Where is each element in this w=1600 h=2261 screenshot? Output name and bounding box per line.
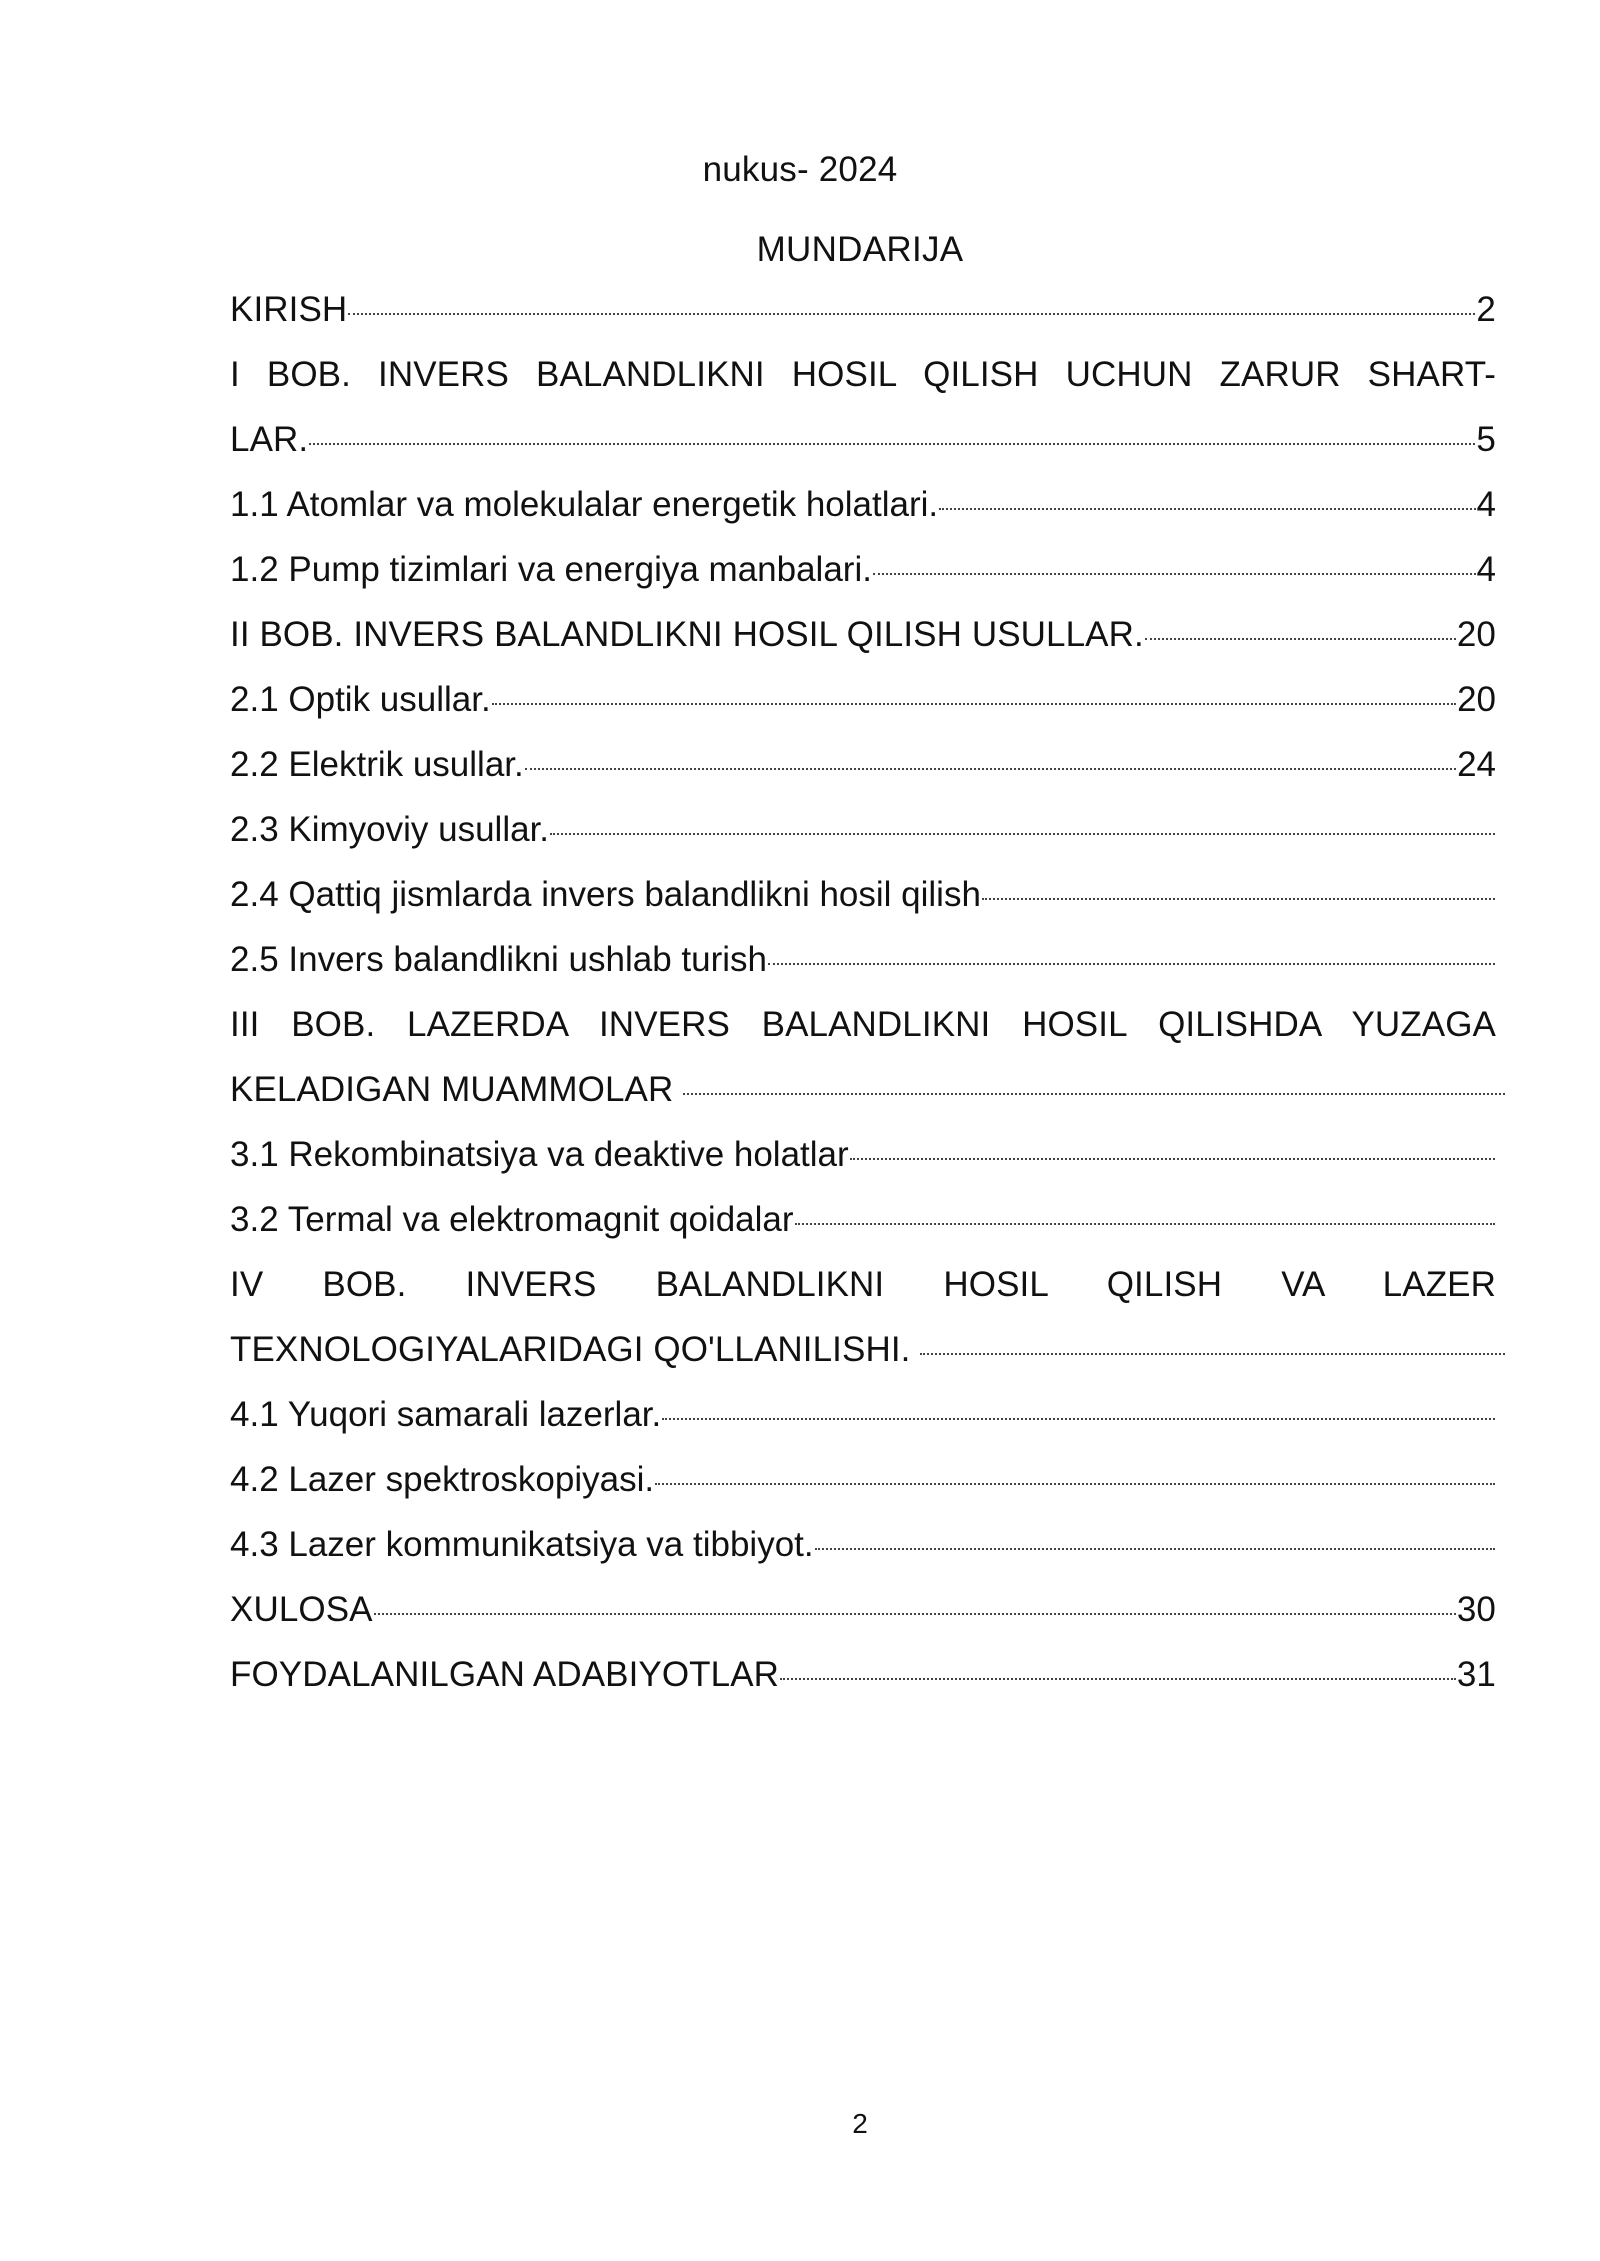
toc-entry xyxy=(230,1122,1496,1187)
toc-entry-label: 4.3 Lazer kommunikatsiya va tibbiyot. xyxy=(230,1525,814,1564)
toc-entry xyxy=(230,927,1496,992)
dot-leader xyxy=(795,1223,1495,1225)
toc-entry-label: 4.1 Yuqori samarali lazerlar. xyxy=(230,1395,662,1434)
toc-entry xyxy=(230,862,1496,927)
dot-leader xyxy=(492,703,1456,705)
toc-entry xyxy=(230,602,1496,667)
toc-entry xyxy=(230,992,1496,1057)
toc-entry-page: 20 xyxy=(1457,680,1496,719)
dot-leader xyxy=(550,833,1495,835)
toc-entry-page: 4 xyxy=(1476,550,1496,589)
toc-entry-page: 31 xyxy=(1456,1655,1496,1694)
toc-entry-label: KELADIGAN MUAMMOLAR xyxy=(230,1070,674,1109)
toc-entry xyxy=(230,1447,1496,1512)
toc-entry-label: FOYDALANILGAN ADABIYOTLAR xyxy=(230,1655,780,1694)
toc-entry-page: 2 xyxy=(1476,290,1496,329)
dot-leader xyxy=(1145,638,1456,640)
toc-entry-label: IV BOB. INVERS BALANDLIKNI HOSIL QILISH VA LAZER xyxy=(230,1265,1496,1304)
toc-entry-label: TEXNOLOGIYALARIDAGI QO'LLANILISHI. xyxy=(230,1330,911,1369)
toc-entry xyxy=(230,667,1496,732)
toc-entry-label: KIRISH xyxy=(230,290,348,329)
toc-entry xyxy=(230,1512,1496,1577)
toc-entry xyxy=(230,732,1496,797)
toc-entry xyxy=(230,1317,1506,1382)
toc-entry-page: 30 xyxy=(1456,1590,1496,1629)
toc-entry xyxy=(230,1252,1496,1317)
toc-entry-label: 2.4 Qattiq jismlarda invers balandlikni hosil qilish xyxy=(230,875,981,914)
dot-leader xyxy=(374,1613,1456,1615)
toc-entry-page: 24 xyxy=(1457,745,1496,784)
dot-leader xyxy=(309,443,1475,445)
toc-entry-label: I BOB. INVERS BALANDLIKNI HOSIL QILISH UCHUN ZARUR SHART- xyxy=(230,355,1496,394)
dot-leader xyxy=(662,1418,1495,1420)
toc-entry xyxy=(230,472,1496,537)
toc-entry-page: 5 xyxy=(1476,420,1496,459)
toc-entry-page: 20 xyxy=(1456,615,1496,654)
toc-entry-label: 3.1 Rekombinatsiya va deaktive holatlar xyxy=(230,1135,849,1174)
dot-leader xyxy=(768,963,1495,965)
dot-leader xyxy=(780,1678,1456,1680)
toc-entry-label: LAR. xyxy=(230,420,309,459)
toc-entry-label: 2.3 Kimyoviy usullar. xyxy=(230,810,550,849)
toc-entry-label: 2.2 Elektrik usullar. xyxy=(230,745,524,784)
toc-entry xyxy=(230,1642,1496,1707)
toc-entry-label: 1.2 Pump tizimlari va energiya manbalari. xyxy=(230,550,872,589)
dot-leader xyxy=(655,1483,1495,1485)
toc-entry xyxy=(230,277,1496,342)
toc-title: MUNDARIJA xyxy=(756,230,964,269)
toc-entry xyxy=(230,407,1496,472)
dot-leader xyxy=(850,1158,1495,1160)
toc-entry xyxy=(230,1577,1496,1642)
dot-leader xyxy=(920,1353,1505,1355)
toc-entry xyxy=(230,797,1496,862)
toc-entry-label: 4.2 Lazer spektroskopiyasi. xyxy=(230,1460,655,1499)
city-year: nukus- 2024 xyxy=(702,150,898,189)
toc-entry-label: 3.2 Termal va elektromagnit qoidalar xyxy=(230,1200,794,1239)
toc-entry-label: II BOB. INVERS BALANDLIKNI HOSIL QILISH USULLAR. xyxy=(230,615,1144,654)
toc-entry xyxy=(230,342,1496,407)
dot-leader xyxy=(683,1093,1505,1095)
toc-entry-label: 2.5 Invers balandlikni ushlab turish xyxy=(230,940,767,979)
dot-leader xyxy=(815,1548,1495,1550)
dot-leader xyxy=(939,508,1475,510)
toc-entry-label: XULOSA xyxy=(230,1590,373,1629)
dot-leader xyxy=(873,573,1476,575)
toc-entry-page: 4 xyxy=(1476,485,1496,524)
toc-entry xyxy=(230,1382,1496,1447)
dot-leader xyxy=(525,768,1456,770)
toc-entry-label: 2.1 Optik usullar. xyxy=(230,680,491,719)
table-of-contents xyxy=(230,277,1496,1707)
page-number: 2 xyxy=(852,2108,868,2139)
toc-entry-label: III BOB. LAZERDA INVERS BALANDLIKNI HOSIL QILISHDA YUZAGA xyxy=(230,1005,1496,1044)
dot-leader xyxy=(982,898,1495,900)
toc-entry xyxy=(230,1187,1496,1252)
toc-entry xyxy=(230,1057,1506,1122)
toc-entry xyxy=(230,537,1496,602)
toc-entry-label: 1.1 Atomlar va molekulalar energetik holatlari. xyxy=(230,485,939,524)
dot-leader xyxy=(348,313,1475,315)
